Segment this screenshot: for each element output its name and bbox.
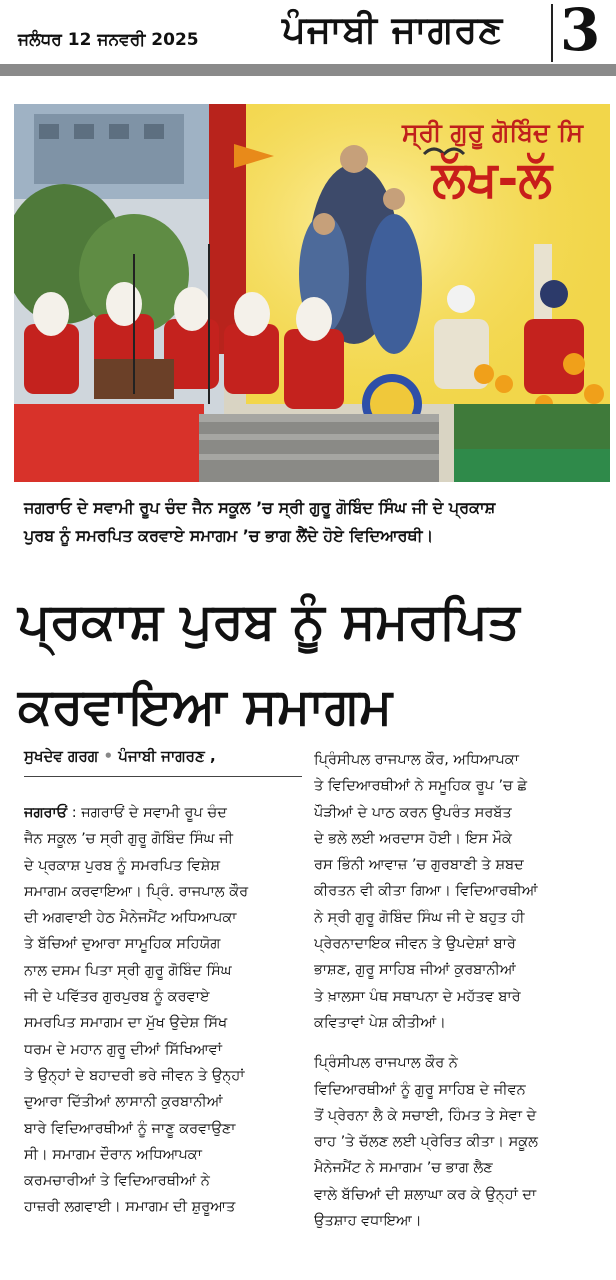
article-line: ਜੈਨ ਸਕੂਲ ’ਚ ਸ੍ਰੀ ਗੁਰੂ ਗੋਬਿੰਦ ਸਿੰਘ ਜੀ xyxy=(24,831,233,848)
article-column-right xyxy=(314,747,612,1234)
article-line xyxy=(24,800,304,826)
article-line: ਤੇ ਵਿਦਿਆਰਥੀਆਂ ਨੇ ਸਮੂਹਿਕ ਰੂਪ ’ਚ ਛੇ xyxy=(314,778,528,795)
banner-text-main: ਲੱਖ-ਲੱ xyxy=(432,150,553,208)
byline xyxy=(24,747,216,765)
headline-line: ਪ੍ਰਕਾਸ਼ ਪੁਰਬ ਨੂੰ ਸਮਰਪਿਤ xyxy=(18,592,520,650)
headline-line: ਕਰਵਾਇਆ ਸਮਾਗਮ xyxy=(18,677,393,735)
masthead-rule xyxy=(0,64,616,76)
article-line: ਬਾਰੇ ਵਿਦਿਆਰਥੀਆਂ ਨੂੰ ਜਾਣੂ ਕਰਵਾਉਣਾ xyxy=(24,1120,236,1137)
banner-text-top: ਸ੍ਰੀ ਗੁਰੂ ਗੋਬਿੰਦ ਸਿ xyxy=(402,118,583,147)
article-line: ਪ੍ਰਿੰਸੀਪਲ ਰਾਜਪਾਲ ਕੌਰ, ਅਧਿਆਪਕਾ xyxy=(314,752,519,768)
masthead-divider xyxy=(551,4,553,62)
article-line: ਧਰਮ ਦੇ ਮਹਾਨ ਗੁਰੂ ਦੀਆਂ ਸਿੱਖਿਆਵਾਂ xyxy=(24,1041,222,1058)
article-line: ਹਾਜ਼ਰੀ ਲਗਵਾਈ। ਸਮਾਗਮ ਦੀ ਸ਼ੁਰੂਆਤ xyxy=(24,1199,236,1216)
newspaper-name: ਪੰਜਾਬੀ ਜਾਗਰਣ xyxy=(282,8,504,51)
article-paragraph xyxy=(314,1050,612,1234)
article-line-text: : ਜਗਰਾਓਂ ਦੇ ਸਵਾਮੀ ਰੂਪ ਚੰਦ xyxy=(67,805,227,821)
article-line: ਦੇ ਪ੍ਰਕਾਸ਼ ਪੁਰਬ ਨੂੰ ਸਮਰਪਿਤ ਵਿਸ਼ੇਸ਼ xyxy=(24,857,221,874)
article-column-left xyxy=(24,800,304,1221)
article-line: ਨਾਲ ਦਸਮ ਪਿਤਾ ਸ੍ਰੀ ਗੁਰੂ ਗੋਬਿੰਦ ਸਿੰਘ xyxy=(24,962,232,979)
article-line: ਨੇ ਸ੍ਰੀ ਗੁਰੂ ਗੋਬਿੰਦ ਸਿੰਘ ਜੀ ਦੇ ਬਹੁਤ ਹੀ xyxy=(314,909,525,926)
article-line: ਦੀ ਅਗਵਾਈ ਹੇਠ ਮੈਨੇਜਮੈਂਟ ਅਧਿਆਪਕਾ xyxy=(24,910,237,927)
article-line: ਵਿਦਿਆਰਥੀਆਂ ਨੂੰ ਗੁਰੂ ਸਾਹਿਬ ਦੇ ਜੀਵਨ xyxy=(314,1081,526,1098)
byline-author: ਸੁਖਦੇਵ ਗਰਗ xyxy=(24,747,99,765)
article-line: ਸੀ। ਸਮਾਗਮ ਦੌਰਾਨ ਅਧਿਆਪਕਾ xyxy=(24,1146,202,1163)
article-line: ਤੇ ਬੱਚਿਆਂ ਦੁਆਰਾ ਸਾਮੂਹਿਕ ਸਹਿਯੋਗ xyxy=(24,936,221,953)
event-photo xyxy=(14,104,610,482)
article-line: ਕਵਿਤਾਵਾਂ ਪੇਸ਼ ਕੀਤੀਆਂ। xyxy=(314,1014,446,1031)
article-line: ਮੈਨੇਜਮੈਂਟ ਨੇ ਸਮਾਗਮ ’ਚ ਭਾਗ ਲੈਣ xyxy=(314,1160,493,1177)
page-number: 3 xyxy=(560,0,601,64)
article-line: ਵਾਲੇ ਬੱਚਿਆਂ ਦੀ ਸ਼ਲਾਘਾ ਕਰ ਕੇ ਉਨ੍ਹਾਂ ਦਾ xyxy=(314,1186,537,1203)
article-headline xyxy=(18,579,610,749)
article-line: ਰਾਹ ’ਤੇ ਚੱਲਣ ਲਈ ਪ੍ਰੇਰਿਤ ਕੀਤਾ। ਸਕੂਲ xyxy=(314,1134,538,1151)
article-dateline: ਜਗਰਾਓਂ xyxy=(24,805,68,821)
photo-caption xyxy=(24,494,610,550)
article-line: ਤੇ ਖ਼ਾਲਸਾ ਪੰਥ ਸਥਾਪਨਾ ਦੇ ਮਹੱਤਵ ਬਾਰੇ xyxy=(314,988,521,1005)
article-line: ਦੁਆਰਾ ਦਿੱਤੀਆਂ ਲਾਸਾਨੀ ਕੁਰਬਾਨੀਆਂ xyxy=(24,1094,223,1111)
article-line: ਦੇ ਭਲੇ ਲਈ ਅਰਦਾਸ ਹੋਈ। ਇਸ ਮੌਕੇ xyxy=(314,830,512,847)
article-line: ਪੌੜੀਆਂ ਦੇ ਪਾਠ ਕਰਨ ਉਪਰੰਤ ਸਰਬੱਤ xyxy=(314,804,512,821)
article-line: ਭਾਸ਼ਣ, ਗੁਰੂ ਸਾਹਿਬ ਜੀਆਂ ਕੁਰਬਾਨੀਆਂ xyxy=(314,962,516,979)
article-line: ਰਸ ਭਿੰਨੀ ਆਵਾਜ਼ ’ਚ ਗੁਰਬਾਣੀ ਤੇ ਸ਼ਬਦ xyxy=(314,857,524,874)
article-line: ਸਮਰਪਿਤ ਸਮਾਗਮ ਦਾ ਮੁੱਖ ਉਦੇਸ਼ ਸਿੱਖ xyxy=(24,1015,228,1032)
article-line: ਉਤਸ਼ਾਹ ਵਧਾਇਆ। xyxy=(314,1213,422,1230)
article-line: ਜੀ ਦੇ ਪਵਿੱਤਰ ਗੁਰਪੁਰਬ ਨੂੰ ਕਰਵਾਏ xyxy=(24,989,210,1006)
byline-rule xyxy=(24,776,302,777)
byline-separator: • xyxy=(103,747,114,765)
article-line: ਤੋਂ ਪ੍ਰੇਰਨਾ ਲੈ ਕੇ ਸਚਾਈ, ਹਿੰਮਤ ਤੇ ਸੇਵਾ ਦੇ xyxy=(314,1107,537,1124)
article-paragraph xyxy=(314,747,612,1036)
issue-date: ਜਲੰਧਰ 12 ਜਨਵਰੀ 2025 xyxy=(18,30,199,50)
byline-source: ਪੰਜਾਬੀ ਜਾਗਰਣ , xyxy=(118,747,216,765)
article-line: ਕੀਰਤਨ ਵੀ ਕੀਤਾ ਗਿਆ। ਵਿਦਿਆਰਥੀਆਂ xyxy=(314,883,538,900)
caption-line: ਜਗਰਾਓ ਦੇ ਸਵਾਮੀ ਰੂਪ ਚੰਦ ਜੈਨ ਸਕੂਲ ’ਚ ਸ੍ਰੀ ਗੁਰੂ ਗੋਬਿੰਦ ਸਿੰਘ ਜੀ ਦੇ ਪ੍ਰਕਾਸ਼ xyxy=(24,498,496,517)
article-line: ਸਮਾਗਮ ਕਰਵਾਇਆ। ਪ੍ਰਿੰ. ਰਾਜਪਾਲ ਕੌਰ xyxy=(24,883,249,900)
article-line: ਪ੍ਰੇਰਨਾਦਾਇਕ ਜੀਵਨ ਤੇ ਉਪਦੇਸ਼ਾਂ ਬਾਰੇ xyxy=(314,936,516,953)
article-line: ਕਰਮਚਾਰੀਆਂ ਤੇ ਵਿਦਿਆਰਥੀਆਂ ਨੇ xyxy=(24,1173,210,1190)
article-line: ਤੇ ਉਨ੍ਹਾਂ ਦੇ ਬਹਾਦਰੀ ਭਰੇ ਜੀਵਨ ਤੇ ਉਨ੍ਹਾਂ xyxy=(24,1067,245,1084)
article-line: ਪ੍ਰਿੰਸੀਪਲ ਰਾਜਪਾਲ ਕੌਰ ਨੇ xyxy=(314,1055,458,1072)
caption-line: ਪੁਰਬ ਨੂੰ ਸਮਰਪਿਤ ਕਰਵਾਏ ਸਮਾਗਮ ’ਚ ਭਾਗ ਲੈਂਦੇ ਹੋਏ ਵਿਦਿਆਰਥੀ। xyxy=(24,526,434,545)
